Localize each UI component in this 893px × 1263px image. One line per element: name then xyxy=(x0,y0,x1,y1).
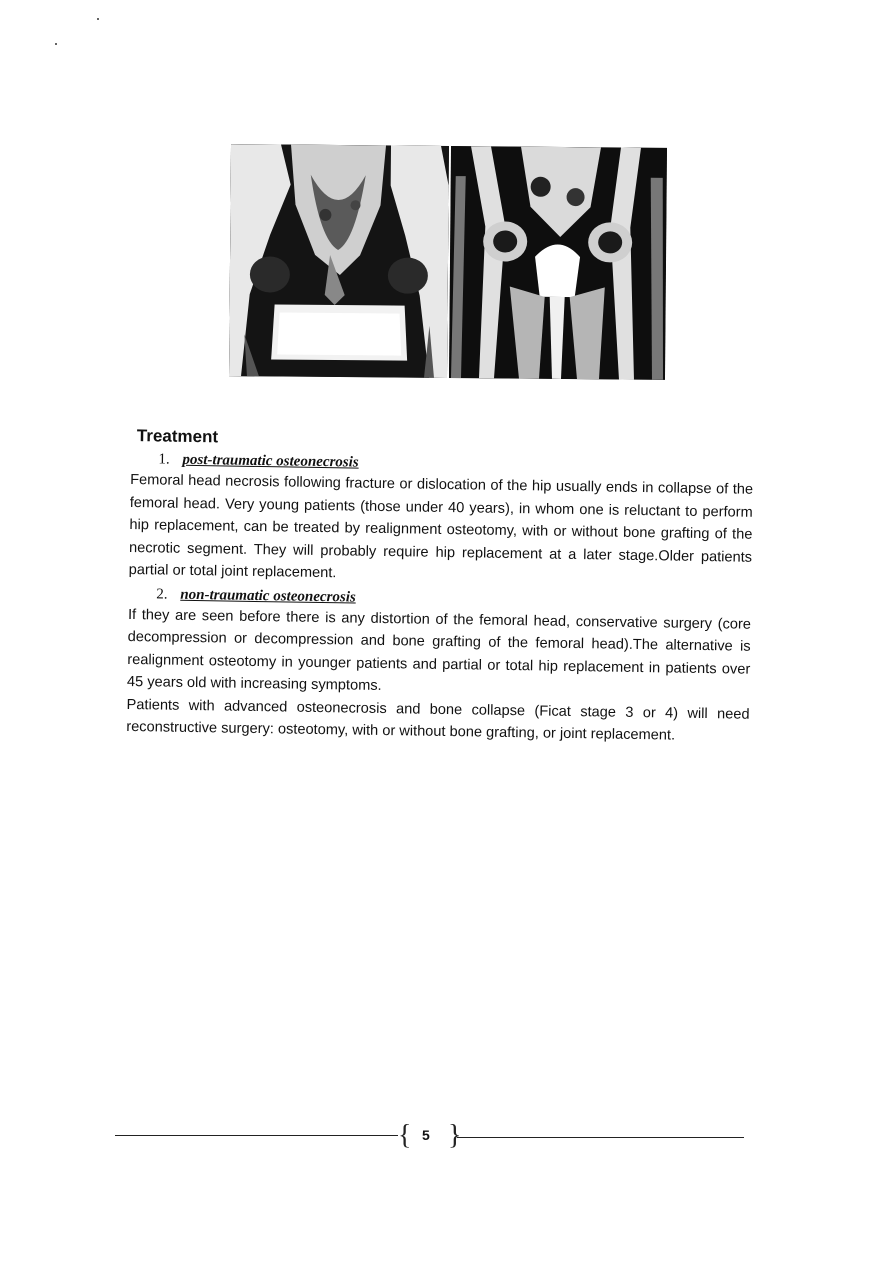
item-title-text: post-traumatic osteonecrosis xyxy=(182,451,359,471)
scan-speck xyxy=(97,18,99,20)
page-number: 5 xyxy=(422,1127,430,1143)
item-number: 1. xyxy=(158,451,170,468)
item-title-text: non-traumatic osteonecrosis xyxy=(180,586,356,606)
footer-brace-right: } xyxy=(448,1120,462,1151)
page-footer xyxy=(115,1122,745,1152)
footer-rule-left xyxy=(115,1135,398,1136)
treatment-section xyxy=(126,426,754,748)
scan-speck xyxy=(55,43,57,45)
item-2-paragraph: Patients with advanced osteonecrosis and bone collapse (Ficat stage 3 or 4) will need reconstructive surgery: osteotomy, with or without bone grafting, or joint replacement. xyxy=(126,696,750,744)
mri-image-left xyxy=(229,144,449,378)
footer-brace-left: { xyxy=(398,1120,412,1151)
section-heading: Treatment xyxy=(136,426,219,447)
mri-image-right xyxy=(449,146,667,380)
footer-rule-right xyxy=(457,1137,744,1138)
item-1-paragraph: Femoral head necrosis following fracture or dislocation of the hip usually ends in collapse of the femoral head. Very young patients (those under 40 years), in whom one is reluctant to perform hip replacement, can be treated by realignment osteotomy, with or without bone grafting of the necrotic segment. They will probably require hip replacement at a later stage.Older patients partial or total joint replacement. xyxy=(128,471,754,582)
mri-figure xyxy=(229,144,667,380)
item-2-paragraph: If they are seen before there is any distortion of the femoral head, conservative surgery (core decompression or decompression and bone grafting of the femoral head).The alternative is realignment osteotomy in younger patients and partial or total hip replacement in patients over 45 years old with increasing symptoms. xyxy=(126,606,752,694)
item-number: 2. xyxy=(156,585,168,603)
